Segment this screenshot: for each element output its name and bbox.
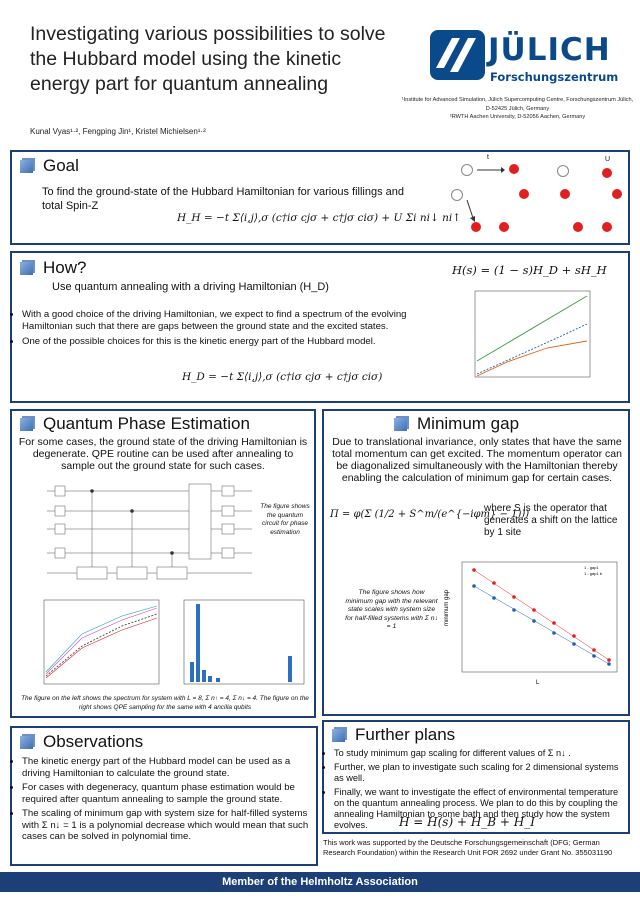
mingap-box: [322, 409, 630, 716]
qpe-histogram-plot: [172, 596, 307, 691]
mingap-heading-text: Minimum gap: [417, 414, 520, 433]
qpe-circuit-figure: [27, 481, 257, 591]
hop-arrow-icon: [465, 200, 479, 224]
plans-equation: H = H(s) + H_B + H_I: [399, 815, 535, 829]
t-label: t: [487, 154, 489, 161]
qpe-heading-text: Quantum Phase Estimation: [43, 414, 250, 433]
goal-text: To find the ground-state of the Hubbard Hamiltonian for various fillings and total Spin-Z: [42, 186, 404, 212]
plans-heading: [332, 725, 455, 745]
how-spectrum-plot: [457, 286, 597, 391]
mingap-text: Due to translational invariance, only states that have the same total momentum can get excited. The momentum operator can be diagonalized simultaneously with the Hamiltonian thereby enabling the calculation of minimum gap for certain cases.: [332, 436, 622, 484]
how-subtitle: Use quantum annealing with a driving Hamiltonian (H_D): [52, 281, 329, 293]
cube-icon: [20, 262, 33, 275]
mingap-figcaption: The figure shows how minimum gap with the relevant state scales with system size for half-filled systems with Σ n↓ = 1: [345, 589, 438, 630]
goal-heading: [20, 156, 79, 176]
lattice-site: [602, 168, 612, 178]
lattice-site: [499, 222, 509, 232]
lattice-site: [612, 189, 622, 199]
lattice-site: [573, 222, 583, 232]
cube-icon: [20, 160, 33, 173]
observation-bullet: • The kinetic energy part of the Hubbard model can be used as a driving Hamiltonian to calculate the ground state.: [22, 756, 312, 779]
how-equation-top: H(s) = (1 − s)H_D + sH_H: [452, 263, 607, 277]
observations-box: [10, 726, 318, 866]
observations-heading: [20, 732, 143, 752]
juelich-logo: [430, 30, 619, 85]
plans-heading-text: Further plans: [355, 725, 456, 744]
goal-box: [10, 150, 630, 245]
cube-icon: [20, 418, 33, 431]
lattice-site: [451, 189, 463, 201]
qpe-spectrum-plot: [32, 596, 162, 691]
lattice-site: [509, 164, 519, 174]
lattice-site: [560, 189, 570, 199]
qpe-caption: The figure on the left shows the spectrum for system with L = 8, Σ n↑ = 4, Σ n↓ = 4. The figure on the right shows QPE sampling for the same with 4 ancilla qubits: [21, 695, 309, 711]
mingap-heading: [394, 414, 519, 434]
goal-heading-text: Goal: [43, 156, 79, 175]
poster-title: Investigating various possibilities to solve the Hubbard model using the kinetic energy part for quantum annealing: [30, 23, 386, 95]
plans-box: [322, 720, 630, 834]
mingap-equation: Π = φ(Σ (1/2 + S^m/(e^{−iφm} − 1))): [330, 509, 530, 520]
plan-bullet: • Further, we plan to investigate such scaling for 2 dimensional systems as well.: [334, 762, 624, 784]
observations-heading-text: Observations: [43, 732, 144, 751]
cube-icon: [394, 418, 407, 431]
qpe-heading: [20, 414, 250, 434]
lattice-site: [519, 189, 529, 199]
goal-equation: H_H = −t Σ⟨i,j⟩,σ (c†iσ cjσ + c†jσ ciσ) + U Σi ni↓ ni↑: [177, 212, 462, 224]
acknowledgement: This work was supported by the Deutsche Forschungsgemeinschaft (DFG; German Research Foundation) within the Research Unit FOR 2692 under Grant No. 355031190: [323, 838, 613, 857]
hd-equation: H_D = −t Σ⟨i,j⟩,σ (c†iσ cjσ + c†jσ ciσ): [182, 371, 383, 383]
logo-sub: Forschungszentrum: [490, 70, 619, 84]
lattice-illustration: [447, 156, 627, 241]
authors: Kunal Vyas¹·², Fengping Jin¹, Kristel Michielsen¹·²: [30, 127, 206, 136]
how-heading: [20, 258, 86, 278]
observation-bullet: • For cases with degeneracy, quantum phase estimation would be required after quantum annealing to sample the ground state.: [22, 782, 312, 805]
plan-bullet: • To study minimum gap scaling for different values of Σ n↓ .: [334, 748, 624, 759]
plan-bullet: • Finally, we want to investigate the effect of environmental temperature on the quantum annealing process. We plan to do this by coupling the annealing Hamiltonian to some bath and then study how the system evolves.: [334, 787, 624, 831]
qpe-spectrum-figure: [32, 596, 162, 691]
mingap-plot: [444, 556, 624, 696]
how-bullets: [12, 309, 430, 351]
affiliation-2: ²RWTH Aachen University, D-52056 Aachen, Germany: [449, 114, 586, 120]
mingap-figure: [444, 556, 624, 696]
cube-icon: [20, 736, 33, 749]
lattice-site: [602, 222, 612, 232]
qpe-circuit-diagram: [27, 481, 257, 591]
lattice-site: [557, 165, 569, 177]
lattice-site: [461, 164, 473, 176]
how-spectrum-figure: [457, 286, 597, 391]
mingap-xlabel: L: [536, 680, 540, 686]
observations-bullets: [12, 756, 312, 846]
qpe-histogram-figure: [172, 596, 307, 691]
qpe-circuit-caption: The figure shows the quantum circuit for phase estimation: [260, 503, 310, 536]
mingap-legend-2: 1 - gap1 b: [584, 571, 603, 576]
mingap-side-text: where S is the operator that generates a shift on the lattice by 1 site: [484, 503, 618, 538]
lattice-site: [471, 222, 481, 232]
cube-icon: [332, 729, 345, 742]
logo-word: JÜLICH: [488, 32, 611, 68]
juelich-logo-mark-icon: [430, 30, 485, 80]
mingap-legend-1: 1 - gap1: [584, 565, 599, 570]
footer-banner: Member of the Helmholtz Association: [0, 872, 640, 892]
how-bullet: • One of the possible choices for this is the kinetic energy part of the Hubbard model.: [22, 336, 430, 348]
mingap-ylabel: minimum gap: [444, 589, 450, 626]
how-box: [10, 251, 630, 403]
u-label: U: [605, 156, 611, 163]
how-bullet: • With a good choice of the driving Hamiltonian, we expect to find a spectrum of the evolving Hamiltonian such that there are gaps between the ground state and the excited states.: [22, 309, 430, 333]
affiliation-1: ¹Institute for Advanced Simulation, Jülich Supercomputing Centre, Forschungszentrum Jülich, D-52425 Jülich, Germany: [401, 97, 634, 112]
hop-arrow-icon: [477, 164, 505, 176]
affiliations: [400, 96, 635, 122]
qpe-text: For some cases, the ground state of the driving Hamiltonian is degenerate. QPE routine can be used after annealing to sample out the ground state for such cases.: [18, 436, 308, 472]
how-heading-text: How?: [43, 258, 87, 277]
qpe-box: [10, 409, 316, 718]
observation-bullet: • The scaling of minimum gap with system size for half-filled systems with Σ n↓ = 1 is a polynomial decrease which would mean that such cases can be solved in polynomial time.: [22, 808, 312, 843]
